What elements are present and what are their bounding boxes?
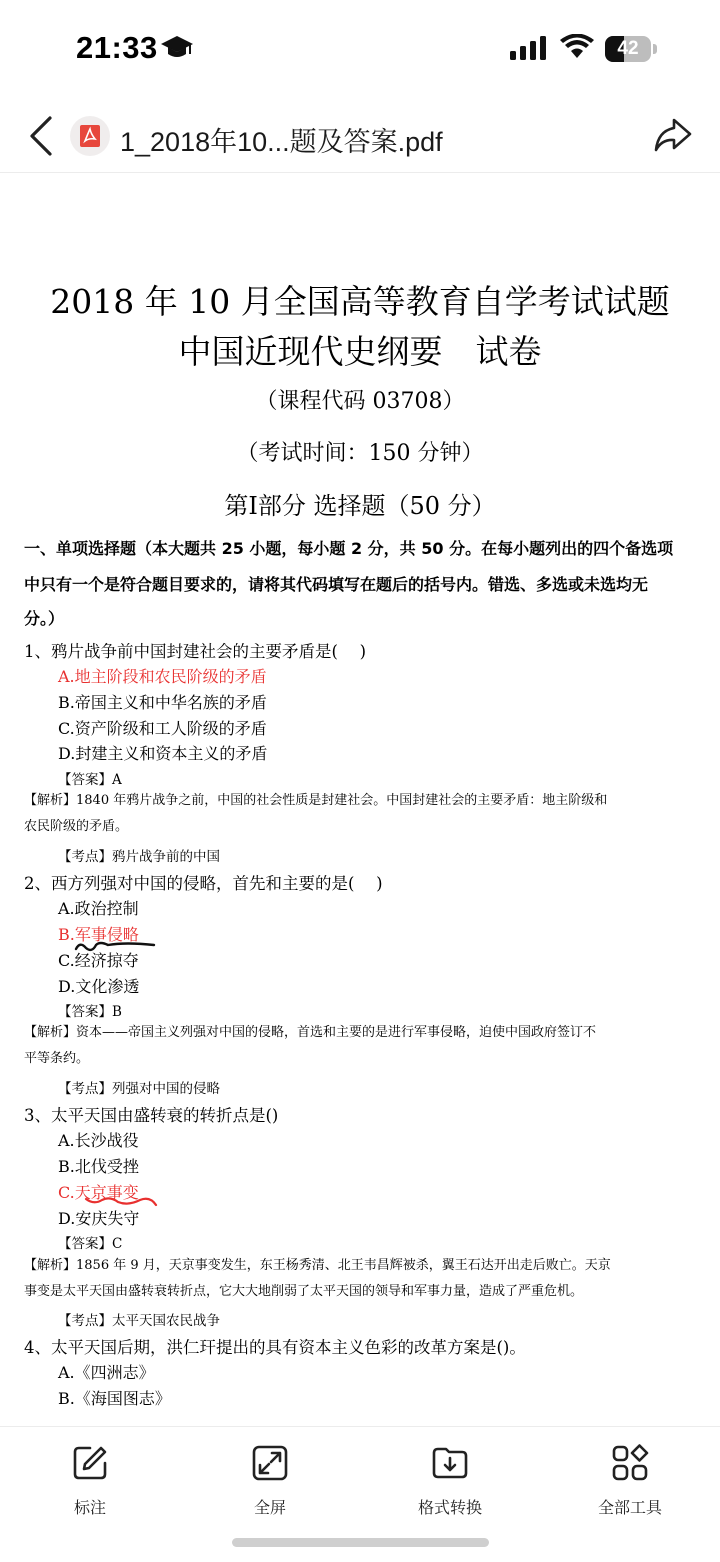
explanation-line: 平等条约。 [24,1051,90,1066]
pdf-page[interactable] [0,174,720,1426]
knowledge-point: 【考点】列强对中国的侵略 [58,1081,220,1097]
tool-label: 全部工具 [597,1498,662,1517]
status-bar [0,0,720,96]
explanation-line: 农民阶级的矛盾。 [24,819,129,834]
question-text: 4、太平天国后期，洪仁玕提出的具有资本主义色彩的改革方案是()。 [24,1338,526,1357]
all-tools-button[interactable] [570,1443,690,1518]
question-text: 3、太平天国由盛转衰的转折点是() [24,1106,279,1125]
tool-label: 全屏 [253,1498,286,1517]
cellular-signal-icon [510,36,548,64]
option: A.《四洲志》 [58,1363,155,1382]
graduation-cap-icon [160,34,194,66]
doc-title: 2018 年 10 月全国高等教育自学考试试题 [50,282,670,321]
edit-note-icon [70,1443,110,1483]
question-text: 1、鸦片战争前中国封建社会的主要矛盾是( ) [24,642,367,661]
home-indicator[interactable] [232,1538,489,1547]
format-convert-button[interactable] [390,1443,510,1518]
instruction-line: 中只有一个是符合题目要求的，请将其代码填写在题后的括号内。错选、多选或未选均无 [24,575,649,594]
part-title: 第Ⅰ部分 选择题（50 分） [224,492,496,520]
annotate-button[interactable] [30,1443,150,1518]
explanation-line: 【解析】1856 年 9 月，天京事变发生，东王杨秀清、北王韦昌辉被杀，翼王石达开出走后败亡。天京 [24,1258,611,1273]
option: B.帝国主义和中华名族的矛盾 [58,693,267,712]
pdf-file-icon [70,116,110,156]
knowledge-point: 【考点】太平天国农民战争 [58,1313,220,1329]
option: C.资产阶级和工人阶级的矛盾 [58,719,267,738]
knowledge-point: 【考点】鸦片战争前的中国 [58,849,220,865]
option: A.政治控制 [58,899,139,918]
option: D.封建主义和资本主义的矛盾 [58,744,268,763]
answer-label: 【答案】C [58,1236,123,1252]
share-button[interactable] [652,116,694,156]
option: D.安庆失守 [58,1209,140,1228]
nav-bar [0,100,720,173]
fullscreen-icon [250,1443,290,1483]
option-correct: C.天京事变 [58,1183,139,1202]
fullscreen-button[interactable] [210,1443,330,1518]
format-convert-icon [430,1443,470,1483]
file-title[interactable]: 1_2018年10...题及答案.pdf [120,127,443,157]
course-code: （课程代码 03708） [255,389,465,414]
option: C.经济掠夺 [58,951,139,970]
instruction-line: 分。） [24,609,65,628]
back-button[interactable] [22,114,62,158]
explanation-line: 【解析】1840 年鸦片战争之前，中国的社会性质是封建社会。中国封建社会的主要矛盾：地主阶级和 [24,793,608,808]
battery-icon [605,36,651,62]
explanation-line: 【解析】资本——帝国主义列强对中国的侵略，首选和主要的是进行军事侵略，迫使中国政府签订不 [24,1025,597,1040]
tool-label: 标注 [73,1498,106,1517]
option: D.文化渗透 [58,977,140,996]
exam-time: （考试时间：150 分钟） [236,441,484,466]
option: B.北伐受挫 [58,1157,139,1176]
wifi-icon [560,34,594,64]
chevron-left-icon [22,114,62,158]
question-text: 2、西方列强对中国的侵略，首先和主要的是( ) [24,874,383,893]
all-tools-icon [610,1443,650,1483]
battery-level: 42 [617,38,639,59]
instruction-line: 一、单项选择题（本大题共 25 小题，每小题 2 分，共 50 分。在每小题列出的四个备选项 [24,539,674,558]
option: A.长沙战役 [58,1131,139,1150]
share-icon [652,116,694,156]
option: B.《海国图志》 [58,1389,171,1408]
battery-tip [653,44,657,54]
answer-label: 【答案】A [58,772,122,788]
doc-subtitle: 中国近现代史纲要 试卷 [178,332,542,371]
answer-label: 【答案】B [58,1004,122,1020]
tool-label: 格式转换 [417,1498,482,1517]
status-time: 21:33 [76,30,158,65]
option-correct: A.地主阶段和农民阶级的矛盾 [58,667,267,686]
explanation-line: 事变是太平天国由盛转衰转折点，它大大地削弱了太平天国的领导和军事力量，造成了严重危机。 [24,1284,584,1299]
option-correct: B.军事侵略 [58,925,139,944]
